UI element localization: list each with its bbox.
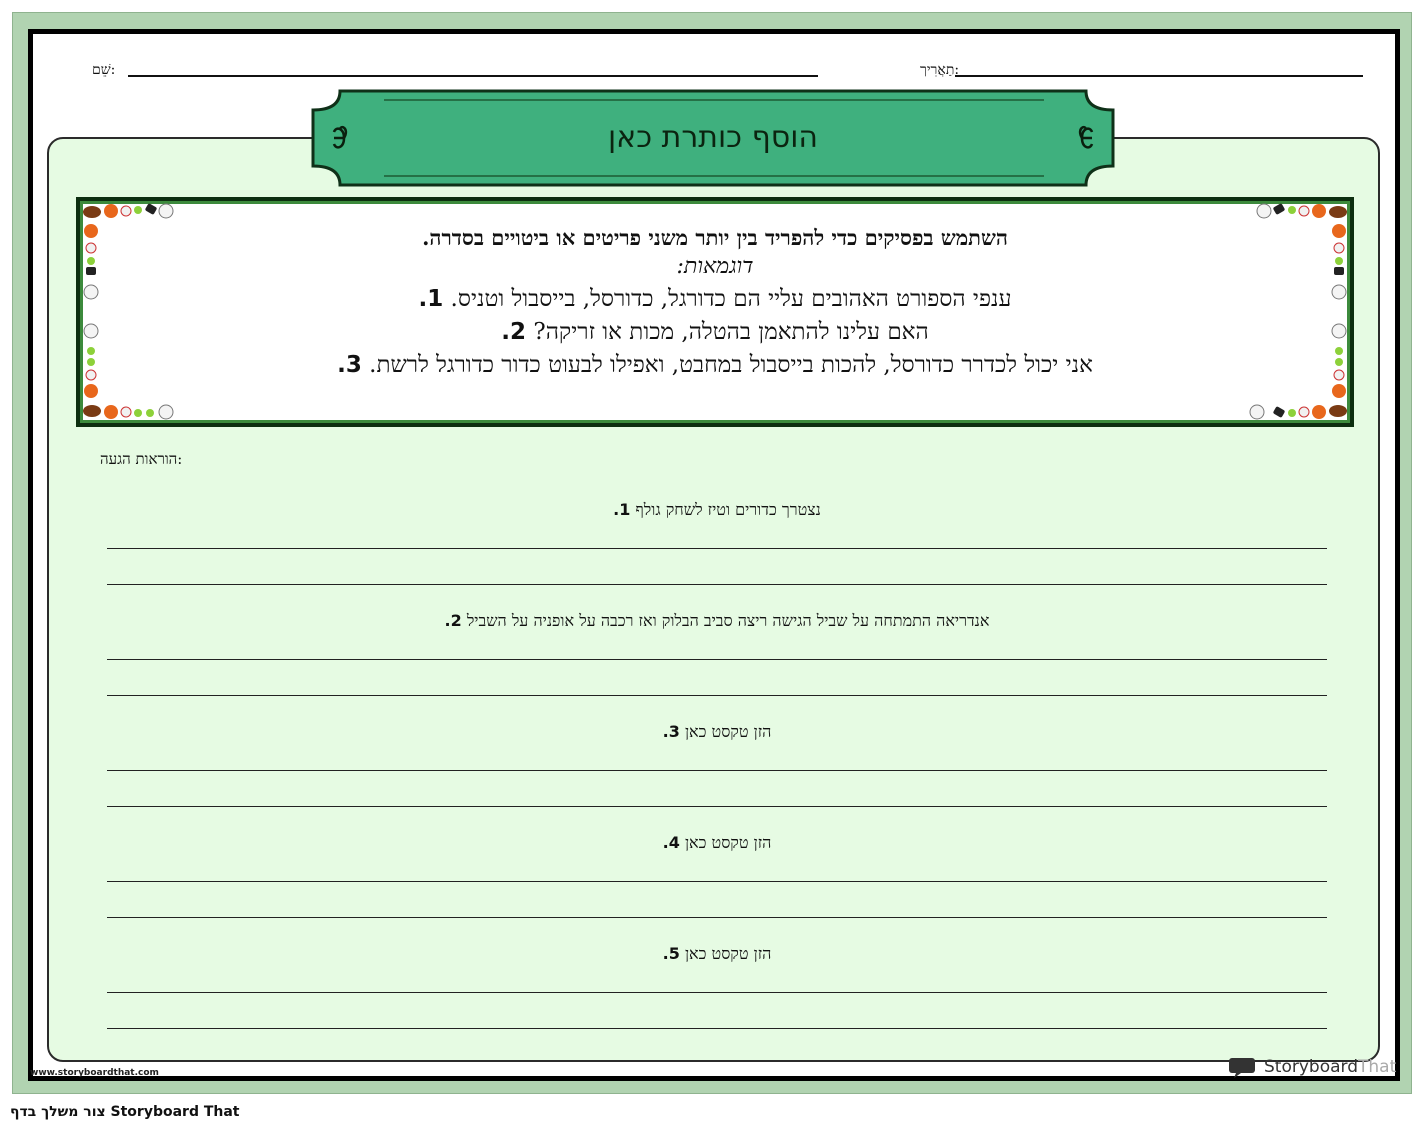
answer-line[interactable] — [107, 770, 1327, 771]
question-prompt[interactable] — [107, 611, 1327, 631]
question-text: הזן טקסט כאן — [684, 833, 772, 852]
answer-line[interactable] — [107, 548, 1327, 549]
question-text: הזן טקסט כאן — [684, 944, 772, 963]
question-number: 5. — [662, 944, 680, 963]
example-item — [200, 319, 1230, 345]
question-number: 3. — [662, 722, 680, 741]
answer-line[interactable] — [107, 992, 1327, 993]
sports-balls-corner-br — [1250, 324, 1347, 419]
instructions-label: הוראות הגעה: — [100, 450, 183, 468]
question-prompt[interactable] — [107, 500, 1327, 520]
question-prompt[interactable] — [107, 944, 1327, 964]
answer-line[interactable] — [107, 806, 1327, 807]
examples-subheading: דוגמאות: — [676, 254, 754, 279]
example-item — [200, 286, 1230, 312]
answer-line[interactable] — [107, 695, 1327, 696]
page-title[interactable]: הוסף כותרת כאן — [608, 120, 818, 155]
question-number: 1. — [613, 500, 631, 519]
sports-balls-corner-tr — [1257, 203, 1347, 299]
question-number: 4. — [662, 833, 680, 852]
footer-credit[interactable]: צור משלך בדף Storyboard That — [10, 1104, 240, 1120]
site-url: www.storyboardthat.com — [30, 1068, 159, 1078]
date-field[interactable] — [955, 75, 1363, 77]
examples-text[interactable] — [200, 225, 1230, 378]
question-text: אנדריאה התמתחה על שביל הגישה ריצה סביב הבלוק ואז רכבה על אופניה על השביל — [466, 611, 990, 630]
example-number: 3. — [337, 352, 362, 378]
question-prompt[interactable] — [107, 722, 1327, 742]
example-number: 1. — [418, 286, 444, 312]
answer-line[interactable] — [107, 659, 1327, 660]
examples-heading: השתמש בפסיקים כדי להפריד בין יותר משני פריטים או ביטויים בסדרה. — [422, 225, 1008, 250]
storyboardthat-logo — [1228, 1056, 1398, 1078]
sports-balls-corner-tl — [83, 203, 173, 299]
answer-line[interactable] — [107, 584, 1327, 585]
question-number: 2. — [444, 611, 462, 630]
speech-bubble-icon — [1228, 1056, 1258, 1078]
title-banner — [310, 88, 1116, 188]
brand-accent: That — [1358, 1057, 1397, 1077]
example-number: 2. — [501, 319, 527, 345]
date-label: תַאֲרִיך: — [920, 62, 960, 78]
example-text: האם עלינו להתאמן בהטלה, מכות או זריקה? — [533, 319, 929, 345]
name-label: שֵׁם: — [92, 62, 116, 78]
example-text: ענפי הספורט האהובים עליי הם כדורגל, כדורסל, בייסבול וטניס. — [450, 286, 1012, 312]
question-text: הזן טקסט כאן — [684, 722, 772, 741]
answer-line[interactable] — [107, 1028, 1327, 1029]
name-field[interactable] — [128, 75, 818, 77]
example-text: אני יכול לכדרר כדורסל, להכות בייסבול במחבט, ואפילו לבעוט כדור כדורגל לרשת. — [369, 352, 1093, 378]
answer-line[interactable] — [107, 917, 1327, 918]
answer-line[interactable] — [107, 881, 1327, 882]
question-prompt[interactable] — [107, 833, 1327, 853]
sports-balls-corner-bl — [83, 324, 173, 419]
examples-box — [76, 197, 1354, 427]
brand-text — [1264, 1057, 1396, 1077]
example-item — [200, 352, 1230, 378]
brand-main: Storyboard — [1264, 1057, 1358, 1077]
question-text: נצטרך כדורים וטיז לשחק גולף — [635, 500, 821, 519]
